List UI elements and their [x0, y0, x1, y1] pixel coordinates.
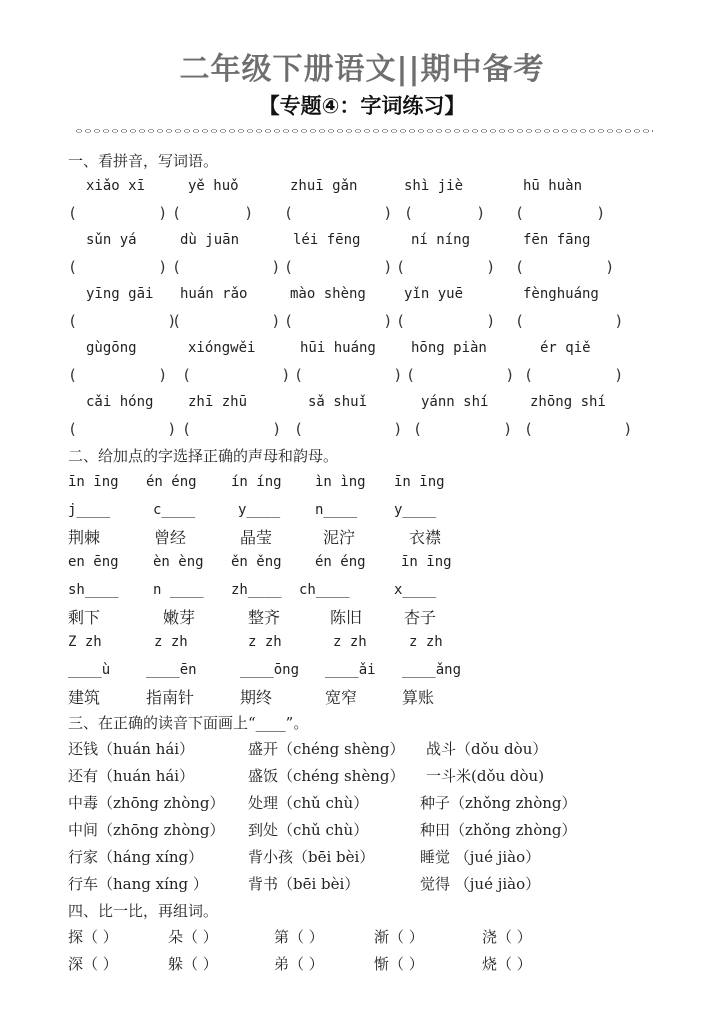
- answer-blank[interactable]: zh____: [231, 582, 282, 598]
- reading-item[interactable]: 种田（zhǒng zhòng）: [420, 821, 577, 839]
- answer-blank[interactable]: n ____: [153, 582, 204, 598]
- reading-item[interactable]: 一斗米(dǒu dòu): [426, 767, 545, 785]
- compare-item[interactable]: 弟（ ）: [274, 955, 324, 973]
- answer-blank[interactable]: ( ): [172, 258, 281, 276]
- pinyin: ní níng: [411, 232, 471, 248]
- reading-item[interactable]: 还钱（huán hái）: [68, 740, 195, 758]
- option: z zh: [154, 634, 188, 650]
- reading-item[interactable]: 种子（zhǒng zhòng）: [420, 794, 577, 812]
- answer-blank[interactable]: ( ): [524, 420, 633, 438]
- answer-blank[interactable]: ( ): [68, 366, 168, 384]
- section-3-heading: 三、在正确的读音下面画上“____”。: [68, 714, 309, 732]
- pinyin: hū huàn: [523, 178, 583, 194]
- pinyin: yě huǒ: [188, 178, 239, 194]
- page-title: 二年级下册语文||期中备考: [179, 52, 545, 87]
- pinyin: mào shèng: [290, 286, 366, 302]
- pinyin: yīng gāi: [86, 286, 154, 302]
- answer-blank[interactable]: ( ): [68, 258, 168, 276]
- reading-item[interactable]: 处理（chǔ chù）: [248, 794, 369, 812]
- section-4-heading: 四、比一比，再组词。: [68, 902, 219, 920]
- compare-item[interactable]: 第（ ）: [274, 928, 324, 946]
- compare-item[interactable]: 深（ ）: [68, 955, 118, 973]
- answer-blank[interactable]: y____: [238, 502, 281, 518]
- answer-blank[interactable]: ____ù: [68, 662, 111, 678]
- word: 建筑: [68, 688, 101, 707]
- answer-blank[interactable]: ____ǎi: [325, 662, 376, 678]
- reading-item[interactable]: 背小孩（bēi bèi）: [248, 848, 375, 866]
- reading-item[interactable]: 觉得 （jué jiào）: [420, 875, 541, 893]
- option: èn èng: [153, 554, 204, 570]
- answer-blank[interactable]: ( ): [284, 204, 393, 222]
- pinyin: gùgōng: [86, 340, 137, 356]
- answer-blank[interactable]: ( ): [515, 204, 606, 222]
- pinyin: huán rǎo: [180, 286, 248, 302]
- answer-blank[interactable]: ____ōng: [240, 662, 300, 678]
- option: én éng: [315, 554, 366, 570]
- answer-blank[interactable]: ( ): [406, 366, 515, 384]
- compare-item[interactable]: 浇（ ）: [482, 928, 532, 946]
- section-1-grid: [68, 176, 668, 446]
- option: én éng: [146, 474, 197, 490]
- answer-blank[interactable]: j____: [68, 502, 111, 518]
- pinyin: hōng piàn: [411, 340, 487, 356]
- answer-blank[interactable]: ( ): [515, 312, 624, 330]
- compare-item[interactable]: 朵（ ）: [168, 928, 218, 946]
- compare-item[interactable]: 躲（ ）: [168, 955, 218, 973]
- answer-blank[interactable]: ( ): [68, 420, 177, 438]
- answer-blank[interactable]: ( ): [294, 420, 403, 438]
- answer-blank[interactable]: ( ): [404, 204, 486, 222]
- option: Z zh: [68, 634, 102, 650]
- word: 整齐: [248, 608, 281, 627]
- option: īn īng: [394, 474, 445, 490]
- compare-item[interactable]: 探（ ）: [68, 928, 118, 946]
- word: 嫩芽: [163, 608, 196, 627]
- decorative-divider: [75, 128, 653, 136]
- answer-blank[interactable]: ( ): [396, 312, 496, 330]
- option: ìn ìng: [315, 474, 366, 490]
- answer-blank[interactable]: c____: [153, 502, 196, 518]
- word: 宽窄: [325, 688, 358, 707]
- option: īn īng: [68, 474, 119, 490]
- answer-blank[interactable]: ( ): [68, 312, 177, 330]
- pinyin: sǎ shuǐ: [308, 394, 368, 410]
- answer-blank[interactable]: ( ): [284, 312, 393, 330]
- pinyin: fēn fāng: [523, 232, 591, 248]
- word: 晶莹: [240, 528, 273, 547]
- pinyin: fènghuáng: [523, 286, 599, 302]
- pinyin: yánn shí: [421, 394, 489, 410]
- option: z zh: [248, 634, 282, 650]
- pinyin: xiǎo xī: [86, 178, 146, 194]
- answer-blank[interactable]: ( ): [413, 420, 513, 438]
- pinyin: ér qiě: [540, 340, 591, 356]
- answer-blank[interactable]: ( ): [284, 258, 393, 276]
- answer-blank[interactable]: ____ǎng: [402, 662, 462, 678]
- pinyin: zhuī gǎn: [290, 178, 358, 194]
- section-4-grid: [68, 926, 668, 986]
- answer-blank[interactable]: ch____: [299, 582, 350, 598]
- reading-item[interactable]: 行家（háng xíng）: [68, 848, 204, 866]
- option: ěn ěng: [231, 554, 282, 570]
- pinyin: cǎi hóng: [86, 394, 154, 410]
- word: 泥泞: [323, 528, 356, 547]
- compare-item[interactable]: 渐（ ）: [374, 928, 424, 946]
- word: 剩下: [68, 608, 101, 627]
- option: īn īng: [401, 554, 452, 570]
- answer-blank[interactable]: n____: [315, 502, 358, 518]
- section-2-grid: [68, 472, 668, 712]
- answer-blank[interactable]: ( ): [172, 312, 281, 330]
- answer-blank[interactable]: ( ): [294, 366, 403, 384]
- word: 衣襟: [409, 528, 442, 547]
- compare-item[interactable]: 烧（ ）: [482, 955, 532, 973]
- word: 杏子: [404, 608, 437, 627]
- reading-item[interactable]: 盛饭（chéng shèng）: [248, 767, 405, 785]
- option: ín íng: [231, 474, 282, 490]
- pinyin: zhōng shí: [530, 394, 606, 410]
- pinyin: dù juān: [180, 232, 240, 248]
- answer-blank[interactable]: ( ): [172, 204, 254, 222]
- answer-blank[interactable]: ( ): [515, 258, 615, 276]
- word: 荆棘: [68, 528, 101, 547]
- page-subtitle: 【专题④：字词练习】: [258, 94, 466, 118]
- answer-blank[interactable]: ( ): [524, 366, 624, 384]
- option: en ēng: [68, 554, 119, 570]
- section-2-heading: 二、给加点的字选择正确的声母和韵母。: [68, 447, 339, 465]
- reading-item[interactable]: 中间（zhōng zhòng）: [68, 821, 225, 839]
- reading-item[interactable]: 盛开（chéng shèng）: [248, 740, 405, 758]
- answer-blank[interactable]: ( ): [396, 258, 496, 276]
- answer-blank[interactable]: ( ): [182, 366, 291, 384]
- pinyin: zhī zhū: [188, 394, 248, 410]
- word: 陈旧: [330, 608, 363, 627]
- option: z zh: [409, 634, 443, 650]
- pinyin: léi fēng: [293, 232, 361, 248]
- section-1-heading: 一、看拼音，写词语。: [68, 152, 219, 170]
- section-3-grid: [68, 738, 668, 898]
- word: 期终: [240, 688, 273, 707]
- reading-item[interactable]: 到处（chǔ chù）: [248, 821, 369, 839]
- reading-item[interactable]: 行车（hang xíng ）: [68, 875, 208, 893]
- pinyin: hūi huáng: [300, 340, 376, 356]
- answer-blank[interactable]: sh____: [68, 582, 119, 598]
- answer-blank[interactable]: ( ): [182, 420, 282, 438]
- reading-item[interactable]: 中毒（zhōng zhòng）: [68, 794, 225, 812]
- pinyin: shì jiè: [404, 178, 464, 194]
- pinyin: sǔn yá: [86, 232, 137, 248]
- reading-item[interactable]: 睡觉 （jué jiào）: [420, 848, 541, 866]
- pinyin: xióngwěi: [188, 340, 256, 356]
- reading-item[interactable]: 还有（huán hái）: [68, 767, 195, 785]
- reading-item[interactable]: 战斗（dǒu dòu）: [426, 740, 548, 758]
- option: z zh: [333, 634, 367, 650]
- pinyin: yǐn yuē: [404, 286, 464, 302]
- compare-item[interactable]: 惭（ ）: [374, 955, 424, 973]
- answer-blank[interactable]: ( ): [68, 204, 168, 222]
- reading-item[interactable]: 背书（bēi bèi）: [248, 875, 360, 893]
- word: 曾经: [154, 528, 187, 547]
- answer-blank[interactable]: ____ēn: [146, 662, 197, 678]
- answer-blank[interactable]: y____: [394, 502, 437, 518]
- word: 算账: [402, 688, 435, 707]
- word: 指南针: [146, 688, 195, 707]
- answer-blank[interactable]: x____: [394, 582, 437, 598]
